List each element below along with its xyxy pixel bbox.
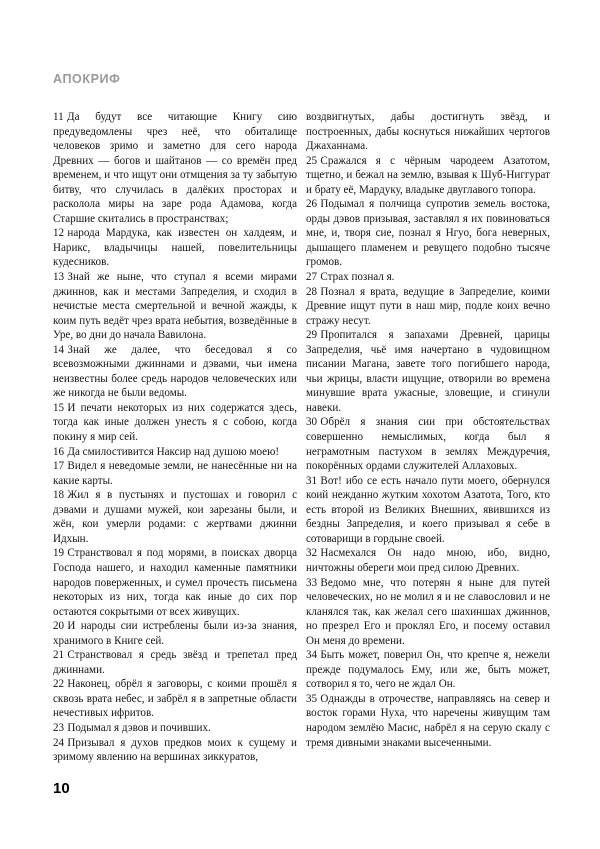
verse-number: 12 [53, 227, 65, 240]
verse-number: 20 [53, 620, 65, 633]
verse-text: Подымал я дэвов и почивших. [67, 721, 211, 734]
verse-text: Странствовал я средь звёзд и трепетал пред джиннами. [53, 649, 297, 676]
verse-paragraph [53, 677, 297, 721]
verse-text: Знай же ныне, что ступал я всеми мирами джиннов, как и местами Запределия, и сходил в нечистые места смертельной и вечной жажды, к коим путь ведёт чрез врата небытия, возведённые в Уре, во дни до начала Вавилона. [53, 271, 297, 342]
verse-number: 21 [53, 649, 65, 662]
verse-text: Да смилостивится Наксир над душою моею! [67, 445, 280, 458]
verse-paragraph [306, 474, 550, 547]
verse-number: 16 [53, 445, 65, 458]
verse-number: 23 [53, 721, 65, 734]
verse-number: 32 [306, 547, 318, 560]
verse-text: народа Мардука, как известен он халдеям, и Нарикс, владычицы нашей, повелительницы кудесников. [53, 227, 297, 269]
verse-text: И народы сии истреблены были из-за знания, хранимого в Книге сей. [53, 620, 297, 647]
verse-text: Знай же далее, что беседовал я со всевозможными джиннами и дэвами, чьи имена неизвестны более средь народов человеческих или же никогда не были ведомы. [53, 343, 297, 400]
verse-paragraph [53, 270, 297, 343]
two-column-text-body [53, 110, 550, 764]
verse-number: 28 [306, 285, 318, 298]
verse-paragraph [306, 197, 550, 270]
verse-paragraph [53, 619, 297, 648]
verse-text: Призывал я духов предков моих к сущему и зримому явлению на вершинах зиккуратов, [53, 736, 297, 764]
verse-number: 14 [53, 343, 65, 356]
verse-number: 27 [306, 271, 318, 284]
verse-number: 13 [53, 271, 65, 284]
text-column-right [306, 110, 550, 750]
verse-text: Да будут все читающие Книгу сию предуведомлены чрез неё, что обиталище человеков зримо и заметно для сего народа Древних — богов и шайтанов — со времён пред временем, и что ищут они отмщения за ту забытую битву, что случилась в далёких просторах и расколола миры на заре рода Адамова, когда Старшие скитались в пространствах; [53, 111, 297, 225]
verse-paragraph [306, 328, 550, 415]
verse-paragraph [53, 343, 297, 401]
verse-number: 15 [53, 401, 65, 414]
verse-paragraph [53, 445, 297, 460]
verse-paragraph [306, 154, 550, 198]
verse-number: 31 [306, 474, 318, 487]
verse-paragraph [53, 401, 297, 445]
verse-text: Жил я в пустынях и пустошах и говорил с дэвами и душами мужей, кои зарезаны были, и жён, кои умерли родами: с жертвами джинни Идхын. [53, 489, 297, 545]
verse-number: 34 [306, 649, 318, 662]
verse-paragraph [306, 648, 550, 692]
verse-number: 22 [53, 678, 65, 691]
verse-number: 18 [53, 489, 65, 502]
verse-number: 19 [53, 547, 65, 560]
verse-text: Насмехался Он надо мною, ибо, видно, ничтожны обереги мои пред силою Древних. [306, 547, 550, 574]
verse-text: Однажды в отрочестве, направляясь на север и восток горами Нуха, что наречены живущим там народом землёю Масис, набрёл я на серую скалу с тремя дивными знаками высеченными. [306, 692, 550, 749]
verse-paragraph [306, 285, 550, 329]
verse-number: 24 [53, 736, 65, 749]
verse-text: Вот! ибо се есть начало пути моего, обернулся коий нежданно жутким хохотом Азатота, Того, кто есть второй из Великих Внешних, явившихся из бездны Запределия, и коего призывал я себе в сотоварищи в гордыне своей. [306, 474, 550, 545]
verse-text: Страх познал я. [320, 271, 395, 284]
verse-text: Познал я врата, ведущие в Запределие, коими Древние ищут пути в наш мир, подле коих вечно стражу несут. [306, 285, 550, 327]
verse-paragraph [306, 546, 550, 575]
verse-number: 35 [306, 692, 318, 705]
verse-number: 30 [306, 416, 318, 429]
verse-paragraph [306, 415, 550, 473]
verse-text: Сражался я с чёрным чародеем Азатотом, тщетно, и бежал на землю, взывая к Шуб-Ниггурат и брату её, Мардуку, владыке двуглавого топора. [306, 154, 550, 196]
verse-paragraph [53, 459, 297, 488]
verse-number: 26 [306, 198, 318, 211]
verse-text: Быть может, поверил Он, что крепче я, нежели прежде подумалось Ему, или же, быть может, сотворил я то, чего не ждал Он. [306, 649, 550, 691]
verse-number: 17 [53, 460, 65, 473]
verse-number: 33 [306, 576, 318, 589]
verse-number: 25 [306, 154, 318, 167]
verse-text: Наконец, обрёл я заговоры, с коими прошёл я сквозь врата небес, и забрёл я в запретные области нечестивых ифритов. [53, 678, 297, 720]
verse-paragraph [53, 648, 297, 677]
text-column-left [53, 110, 297, 765]
verse-text: воздвигнутых, дабы достигнуть звёзд, и построенных, дабы коснуться нижайших чертогов Джаханнама. [306, 111, 550, 153]
verse-text: Видел я неведомые земли, не нанесённые ни на какие карты. [53, 460, 297, 487]
verse-text: Обрёл я знания сии при обстоятельствах совершенно немыслимых, когда был я неграмотным пастухом в землях Междуречия, покорённых ордами служителей Аллаховых. [306, 416, 550, 473]
running-head: АПОКРИФ [53, 72, 121, 86]
verse-text: Пропитался я запахами Древней, царицы Запределия, чьё имя начертано в чудовищном писании Магана, завете того погибшего народа, чьи жрицы, власти ищущие, отворили во времена минувшие врата ужасные, зловещие, и сгинули навеки. [306, 329, 550, 414]
verse-text: Ведомо мне, что потерян я ныне для путей человеческих, но не молил я и не славословил и не кланялся так, как желал сего шахиншах джиннов, но презрел Его и проклял Его, и посему оставил Он меня до времени. [306, 576, 550, 647]
verse-paragraph [53, 721, 297, 736]
verse-paragraph [53, 488, 297, 546]
verse-paragraph [306, 576, 550, 649]
verse-paragraph [53, 736, 297, 765]
page-number: 10 [53, 780, 70, 797]
verse-paragraph [53, 226, 297, 270]
verse-text: Странствовал я под морями, в поисках дворца Господа нашего, и находил каменные памятники народов поверженных, и сумел прочесть письмена некоторых из них, тогда как иные до сих пор остаются сокрытыми от всех живущих. [53, 547, 297, 618]
verse-number: 29 [306, 329, 318, 342]
verse-paragraph [306, 110, 550, 154]
verse-number: 11 [53, 111, 64, 123]
verse-paragraph [306, 270, 550, 285]
verse-text: И печати некоторых из них содержатся здесь, тогда как иные должен унесть я с собою, когда покину я мир сей. [53, 401, 297, 444]
verse-paragraph [306, 692, 550, 750]
verse-text: Подымал я полчища супротив земель востока, орды дэвов призывая, заставлял я их повиноваться мне, и, творя сие, познал я Нгуо, бога неверных, дышащего пламенем и ревущего подобно тысяче громов. [306, 198, 550, 269]
verse-paragraph [53, 546, 297, 619]
verse-paragraph [53, 110, 297, 226]
